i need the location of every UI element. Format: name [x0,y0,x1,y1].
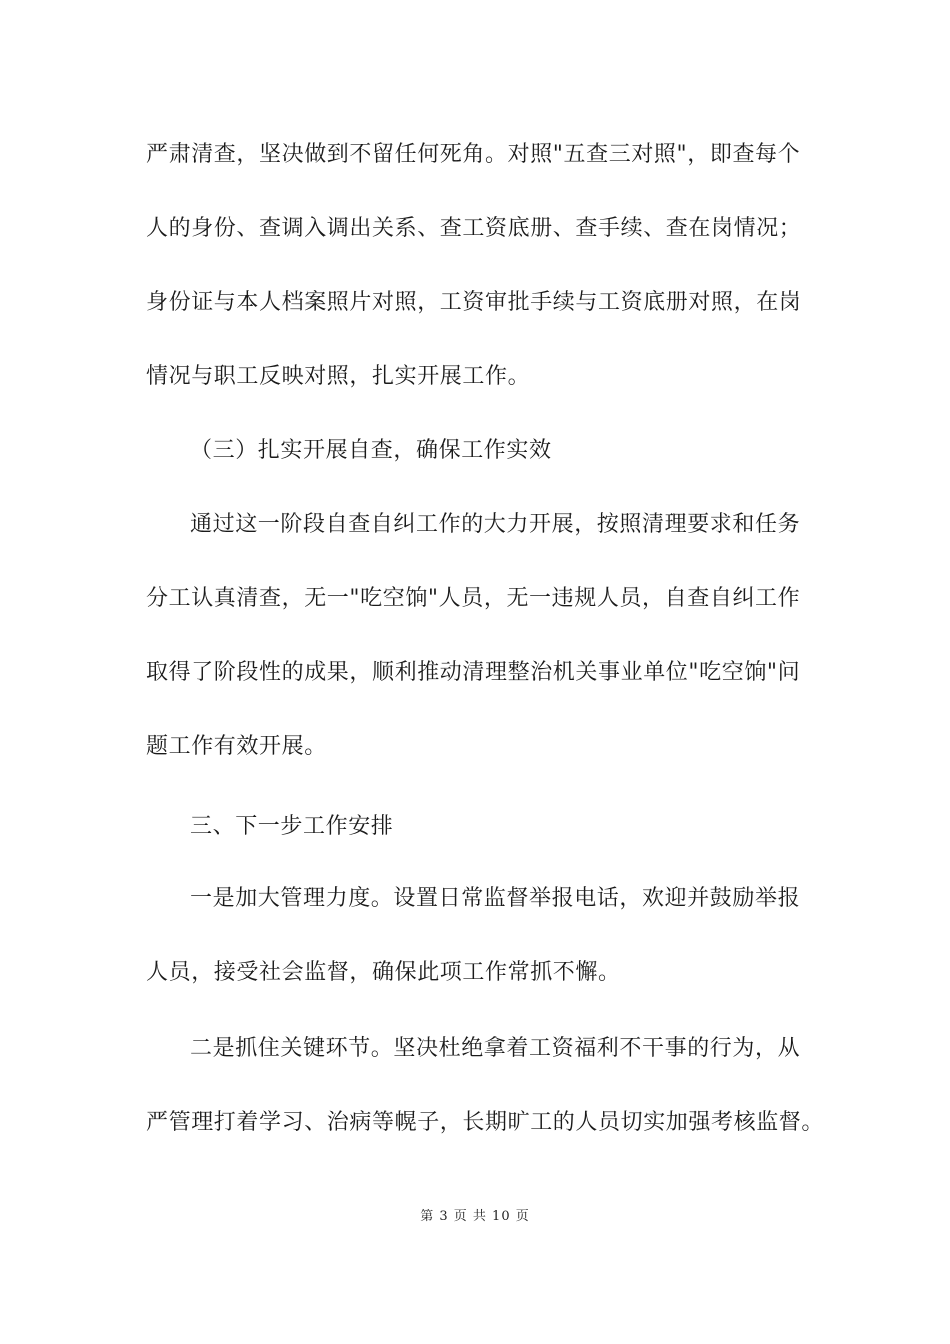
paragraph-line: 二是抓住关键环节。坚决杜绝拿着工资福利不干事的行为，从 [190,1036,801,1061]
section-heading: （三）扎实开展自查，确保工作实效 [190,438,552,463]
paragraph-line: 取得了阶段性的成果，顺利推动清理整治机关事业单位"吃空饷"问 [146,660,801,685]
paragraph-line: 情况与职工反映对照，扎实开展工作。 [146,364,531,389]
paragraph-line: 人的身份、查调入调出关系、查工资底册、查手续、查在岗情况； [146,216,802,241]
paragraph-line: 严管理打着学习、治病等幌子，长期旷工的人员切实加强考核监督。 [146,1110,825,1135]
paragraph-line: 分工认真清查，无一"吃空饷"人员，无一违规人员，自查自纠工作 [146,586,801,611]
paragraph-line: 题工作有效开展。 [146,734,327,759]
page-number-footer: 第 3 页 共 10 页 [420,1209,530,1224]
paragraph-line: 身份证与本人档案照片对照，工资审批手续与工资底册对照，在岗 [146,290,802,315]
paragraph-line: 严肃清查，坚决做到不留任何死角。对照"五查三对照"，即查每个 [146,142,801,167]
paragraph-line: 人员，接受社会监督，确保此项工作常抓不懈。 [146,960,621,985]
section-heading: 三、下一步工作安排 [190,814,394,839]
paragraph-line: 一是加大管理力度。设置日常监督举报电话，欢迎并鼓励举报 [190,886,801,911]
paragraph-line: 通过这一阶段自查自纠工作的大力开展，按照清理要求和任务 [190,512,801,537]
